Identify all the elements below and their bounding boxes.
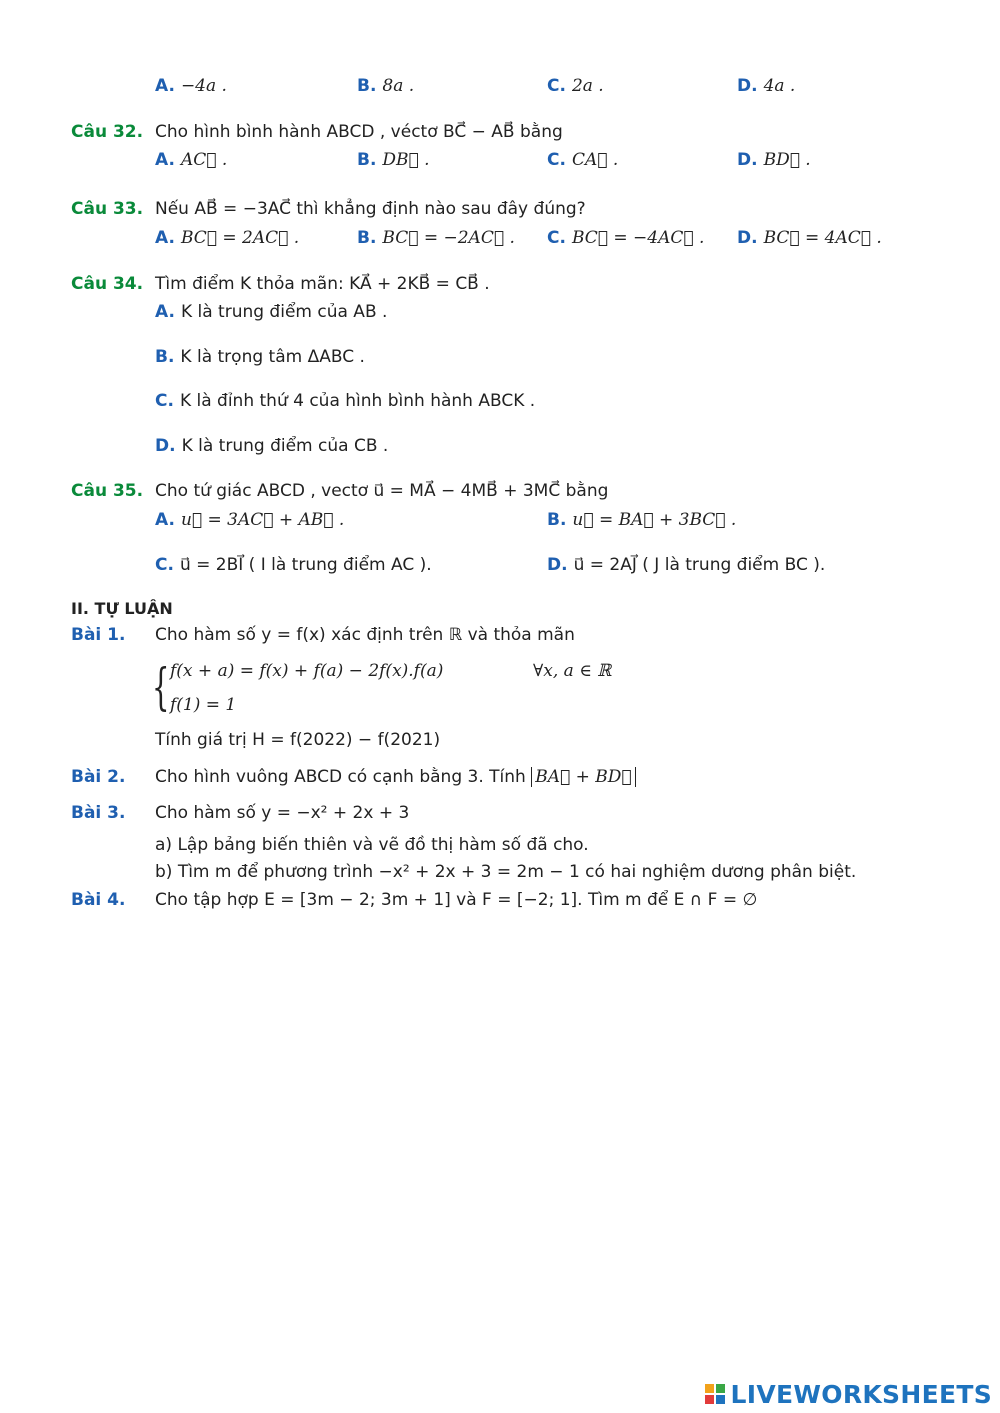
option-text: BD⃗ . — [763, 150, 811, 170]
option-letter: D. — [155, 436, 176, 456]
option-text: K là trung điểm của AB . — [180, 302, 388, 322]
q34-option-d[interactable] — [155, 434, 388, 458]
option-text: DB⃗ . — [382, 150, 430, 170]
option-text: AC⃗ . — [180, 150, 228, 170]
option-text: 2a . — [571, 76, 604, 96]
bai2-expression: BA⃗ + BD⃗ — [531, 767, 635, 787]
option-text: K là đỉnh thứ 4 của hình bình hành ABCK . — [179, 391, 536, 411]
q34-option-b[interactable] — [155, 345, 365, 369]
q32-option-d[interactable] — [737, 148, 811, 172]
option-letter: B. — [357, 228, 377, 248]
liveworksheets-logo-icon — [705, 1384, 725, 1404]
q33-option-c[interactable] — [547, 226, 704, 250]
option-letter: A. — [155, 76, 175, 96]
option-letter: C. — [547, 228, 566, 248]
option-letter: A. — [155, 228, 175, 248]
liveworksheets-footer[interactable] — [705, 1379, 992, 1409]
q33-option-d[interactable] — [737, 226, 882, 250]
q35-question: Cho tứ giác ABCD , vectơ u⃗ = MA⃗ − 4MB⃗ + 3MC⃗ bằng — [155, 481, 609, 501]
bai2-label: Bài 2. — [71, 767, 126, 787]
bai3-label: Bài 3. — [71, 803, 126, 823]
q33-label: Câu 33. — [71, 199, 144, 219]
q32-option-a[interactable] — [155, 148, 227, 172]
q34-option-a[interactable] — [155, 300, 387, 324]
q32-option-c[interactable] — [547, 148, 618, 172]
option-letter: A. — [155, 150, 175, 170]
bai1-text: Cho hàm số y = f(x) xác định trên ℝ và thỏa mãn — [155, 625, 575, 645]
bai3-text: Cho hàm số y = −x² + 2x + 3 — [155, 803, 410, 823]
option-text: u⃗ = 3AC⃗ + AB⃗ . — [180, 510, 345, 530]
option-text: BC⃗ = 4AC⃗ . — [763, 228, 882, 248]
q31-option-c[interactable] — [547, 74, 604, 98]
option-letter: A. — [155, 510, 175, 530]
q33-question: Nếu AB⃗ = −3AC⃗ thì khẳng định nào sau đây đúng? — [155, 199, 586, 219]
option-letter: B. — [357, 76, 377, 96]
bai1-equation-2: f(1) = 1 — [170, 695, 237, 715]
option-letter: C. — [547, 150, 566, 170]
q32-option-b[interactable] — [357, 148, 430, 172]
option-letter: D. — [737, 76, 758, 96]
q31-option-d[interactable] — [737, 74, 795, 98]
q35-option-b[interactable] — [547, 508, 736, 532]
option-letter: B. — [155, 347, 175, 367]
bai4-text: Cho tập hợp E = [3m − 2; 3m + 1] và F = [−2; 1]. Tìm m để E ∩ F = ∅ — [155, 890, 758, 910]
option-text: u⃗ = 2AJ⃗ ( J là trung điểm BC ). — [573, 555, 826, 575]
bai2-question — [155, 765, 636, 789]
bai4-label: Bài 4. — [71, 890, 126, 910]
bai1-label: Bài 1. — [71, 625, 126, 645]
option-text: K là trọng tâm ΔABC . — [180, 347, 365, 367]
bai3-part-a: a) Lập bảng biến thiên và vẽ đồ thị hàm số đã cho. — [155, 835, 589, 855]
q34-label: Câu 34. — [71, 274, 144, 294]
bai1-ask: Tính giá trị H = f(2022) − f(2021) — [155, 730, 441, 750]
option-letter: B. — [547, 510, 567, 530]
option-letter: A. — [155, 302, 175, 322]
option-letter: B. — [357, 150, 377, 170]
bai1-condition: ∀x, a ∈ ℝ — [533, 661, 612, 681]
q32-label: Câu 32. — [71, 122, 144, 142]
system-brace: { — [152, 658, 170, 716]
q34-option-c[interactable] — [155, 389, 535, 413]
liveworksheets-brand: LIVEWORKSHEETS — [730, 1379, 992, 1409]
option-letter: C. — [155, 555, 174, 575]
option-letter: D. — [737, 150, 758, 170]
option-letter: C. — [155, 391, 174, 411]
option-letter: D. — [737, 228, 758, 248]
q31-option-b[interactable] — [357, 74, 414, 98]
q35-option-d[interactable] — [547, 553, 825, 577]
option-text: CA⃗ . — [571, 150, 619, 170]
q34-question: Tìm điểm K thỏa mãn: KA⃗ + 2KB⃗ = CB⃗ . — [155, 274, 490, 294]
bai3-part-b: b) Tìm m để phương trình −x² + 2x + 3 = 2m − 1 có hai nghiệm dương phân biệt. — [155, 862, 857, 882]
option-text: BC⃗ = −4AC⃗ . — [571, 228, 705, 248]
option-text: BC⃗ = 2AC⃗ . — [180, 228, 300, 248]
q33-option-a[interactable] — [155, 226, 299, 250]
option-text: BC⃗ = −2AC⃗ . — [382, 228, 515, 248]
option-text: u⃗ = 2BI⃗ ( I là trung điểm AC ). — [179, 555, 432, 575]
q32-question: Cho hình bình hành ABCD , véctơ BC⃗ − AB⃗ bằng — [155, 122, 563, 142]
section-title: II. TỰ LUẬN — [71, 599, 173, 618]
bai2-text: Cho hình vuông ABCD có cạnh bằng 3. Tính — [155, 767, 526, 787]
q33-option-b[interactable] — [357, 226, 515, 250]
option-letter: D. — [547, 555, 568, 575]
option-text: −4a . — [180, 76, 227, 96]
option-text: 4a . — [763, 76, 796, 96]
option-text: 8a . — [382, 76, 415, 96]
q35-label: Câu 35. — [71, 481, 144, 501]
q31-option-a[interactable] — [155, 74, 227, 98]
bai1-equation-1: f(x + a) = f(x) + f(a) − 2f(x).f(a) — [170, 661, 444, 681]
option-text: K là trung điểm của CB . — [181, 436, 389, 456]
q35-option-a[interactable] — [155, 508, 344, 532]
q35-option-c[interactable] — [155, 553, 432, 577]
option-letter: C. — [547, 76, 566, 96]
option-text: u⃗ = BA⃗ + 3BC⃗ . — [572, 510, 737, 530]
